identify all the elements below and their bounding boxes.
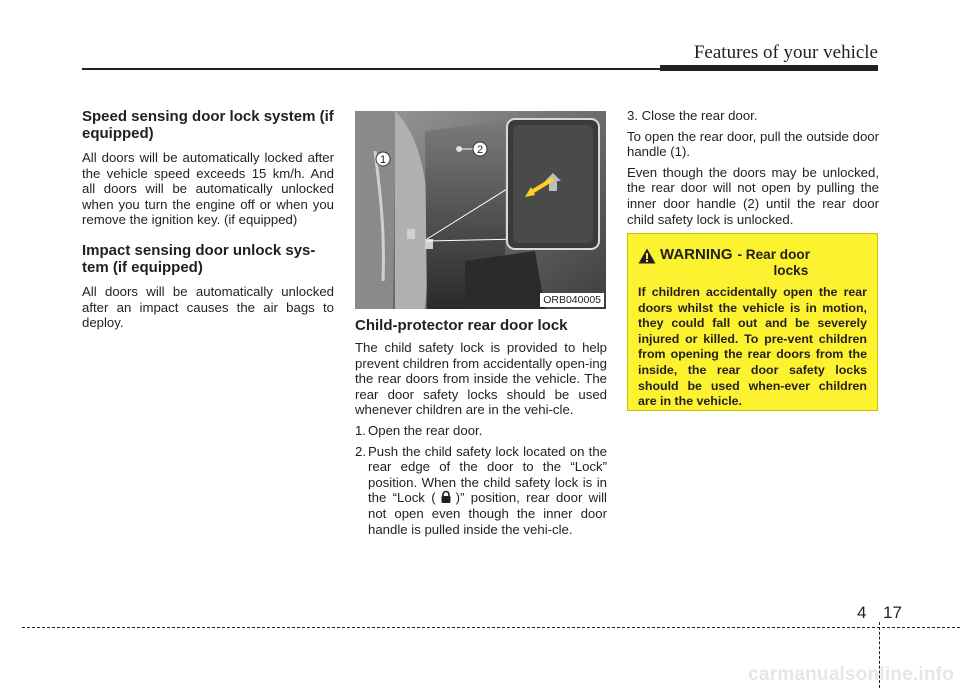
open-rear-door-text: To open the rear door, pull the outside door handle (1). [627,128,879,160]
header-rule [82,68,662,70]
door-lock-figure [355,111,606,309]
warning-header [628,234,877,279]
child-protector-intro: The child safety lock is provided to help prevent children from accidentally open-ing the rear doors from inside the vehicle. The rear door safety locks should be used whenever children are in the vehi-cle. [355,340,607,418]
step-2-text-after: )” position, rear door will not open even though the inner door handle is pulled inside the vehi-cle. [368,490,607,537]
impact-sensing-heading: Impact sensing door unlock sys-tem (if equipped) [82,241,316,276]
figure-callout-1: 1 [379,154,387,166]
lock-icon [439,490,453,504]
speed-sensing-heading: Speed sensing door lock system (if equipped) [82,108,334,142]
right-column [627,108,879,232]
page-number: 17 [883,603,902,622]
step-2-number: 2. [355,443,366,459]
step-3-text: 3. Close the rear door. [627,108,758,123]
figure-caption: ORB040005 [540,293,604,307]
warning-subject-line-1: - Rear door [737,247,811,262]
figure-callout-2: 2 [476,144,484,156]
step-2 [355,444,607,538]
step-2-text [368,444,607,538]
header-rule-accent [660,65,878,71]
inner-handle-text: Even though the doors may be unlocked, the rear door will not open by pulling the inner door handle (2) until the rear door child safety lock is unlocked. [627,164,879,227]
footer-rule [22,627,960,628]
watermark: carmanualsonline.info [748,664,954,685]
warning-triangle-icon [638,248,656,264]
middle-column [355,108,607,537]
impact-sensing-body: All doors will be automatically unlocked after an impact causes the air bags to deploy. [82,283,334,331]
header-section-title: Features of your vehicle [693,42,878,63]
step-1-text: Open the rear door. [368,422,483,438]
step-1-number: 1. [355,422,366,438]
step-2-text-before: Push the child safety lock located on the rear edge of the door to the “Lock” position. When the child safety lock is in the “Lock ( [368,443,607,506]
warning-body: If children accidentally open the rear doors whilst the vehicle is in motion, they could fall out and be severely injured or killed. To pre-vent children from opening the rear doors from the inside, the rear door safety locks should be used when-ever children are in the vehicle. [638,285,867,409]
child-protector-heading: Child-protector rear door lock [355,317,568,334]
speed-sensing-body: All doors will be automatically locked after the vehicle speed exceeds 15 km/h. And all doors will be automatically unlocked when you turn the engine off or when you remove the ignition key. (if equipped) [82,150,334,228]
warning-label: WARNING [660,246,733,263]
warning-subject-line-2: locks [773,263,809,278]
rear-door-illustration [355,111,606,309]
step-1 [355,423,607,439]
section-number: 4 [857,603,867,622]
warning-box [627,233,878,411]
warning-subject [738,247,838,279]
left-column [82,108,334,331]
